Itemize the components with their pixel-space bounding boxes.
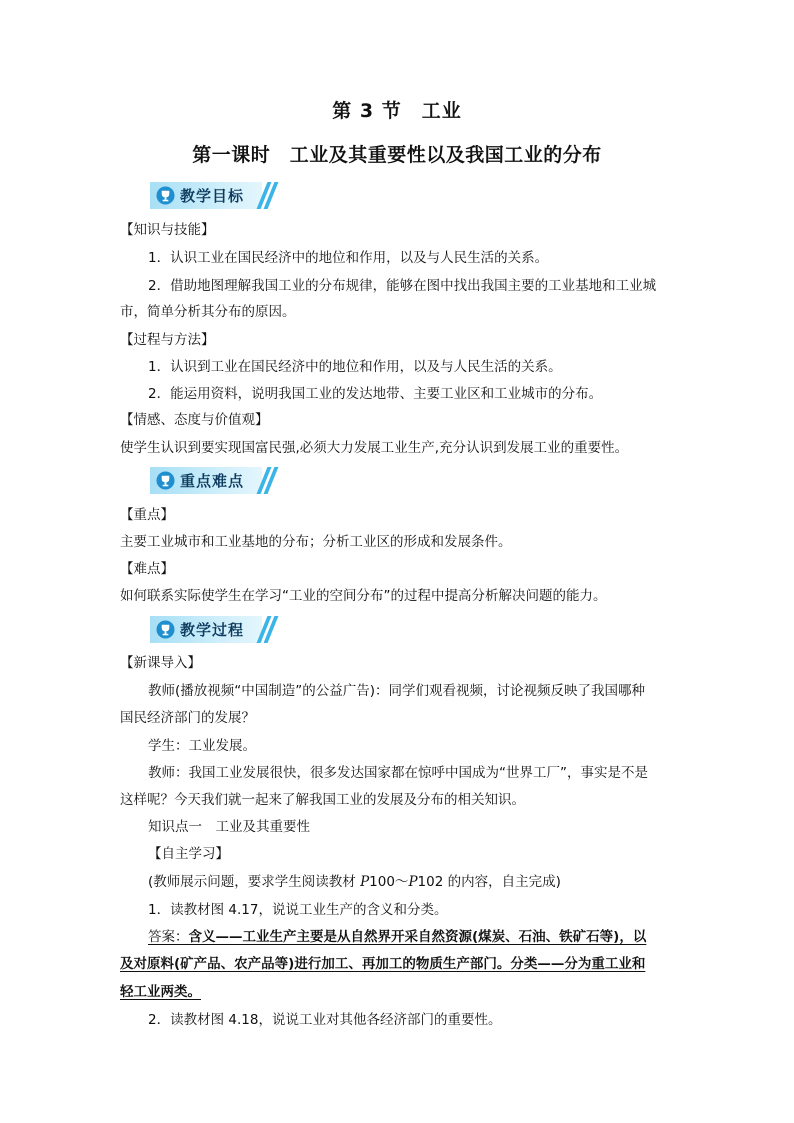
heading-intro: 【新课导入】 <box>120 655 201 671</box>
intro-teacher-1a: 教师(播放视频“中国制造”的公益广告)：同学们观看视频，讨论视频反映了我国哪种 <box>148 683 646 699</box>
goal-process-1: 1．认识到工业在国民经济中的地位和作用，以及与人民生活的关系。 <box>148 359 562 375</box>
goal-process-2: 2．能运用资料，说明我国工业的发达地带、主要工业区和工业城市的分布。 <box>148 386 603 402</box>
banner-label: 重点难点 <box>180 472 245 490</box>
goal-knowledge-1: 1．认识工业在国民经济中的地位和作用，以及与人民生活的关系。 <box>148 250 549 266</box>
goal-emotion-1: 使学生认识到要实现国富民强,必须大力发展工业生产,充分认识到发展工业的重要性。 <box>120 440 629 456</box>
intro-teacher-1b: 国民经济部门的发展？ <box>120 710 255 726</box>
lesson-title: 第一课时 工业及其重要性以及我国工业的分布 <box>192 144 602 166</box>
trophy-icon <box>156 471 175 490</box>
banner-label: 教学过程 <box>180 621 245 639</box>
knowledge-point-1: 知识点一 工业及其重要性 <box>148 819 310 835</box>
banner-teaching-goals <box>150 182 274 209</box>
heading-self-study: 【自主学习】 <box>148 846 229 862</box>
answer-line-1: 答案：含义——工业生产主要是从自然界开采自然资源(煤炭、石油、铁矿石等)，以 <box>148 929 647 945</box>
goal-knowledge-2a: 2．借助地图理解我国工业的分布规律，能够在图中找出我国主要的工业基地和工业城 <box>148 278 657 294</box>
banner-key-points <box>150 467 274 494</box>
question-2: 2．读教材图 4.18，说说工业对其他各经济部门的重要性。 <box>148 1012 502 1028</box>
key-text: 主要工业城市和工业基地的分布；分析工业区的形成和发展条件。 <box>120 534 512 550</box>
answer-line-2: 及对原料(矿产品、农产品等)进行加工、再加工的物质生产部门。分类——分为重工业和 <box>120 956 646 972</box>
intro-student: 学生：工业发展。 <box>148 738 256 754</box>
heading-knowledge: 【知识与技能】 <box>120 222 215 238</box>
banner-teaching-process <box>150 616 274 643</box>
banner-label: 教学目标 <box>180 187 245 205</box>
goal-knowledge-2b: 市，简单分析其分布的原因。 <box>120 304 296 320</box>
trophy-icon <box>156 186 175 205</box>
heading-key: 【重点】 <box>120 507 174 523</box>
heading-process-method: 【过程与方法】 <box>120 332 215 348</box>
answer-line-3: 轻工业两类。 <box>120 984 201 1000</box>
intro-teacher-2b: 这样呢？今天我们就一起来了解我国工业的发展及分布的相关知识。 <box>120 792 525 808</box>
self-study-note: (教师展示问题，要求学生阅读教材 P100～P102 的内容，自主完成) <box>148 874 561 890</box>
heading-difficult: 【难点】 <box>120 561 174 577</box>
difficult-text: 如何联系实际使学生在学习“工业的空间分布”的过程中提高分析解决问题的能力。 <box>120 588 607 604</box>
heading-emotion: 【情感、态度与价值观】 <box>120 412 269 428</box>
trophy-icon <box>156 620 175 639</box>
question-1: 1．读教材图 4.17，说说工业生产的含义和分类。 <box>148 902 448 918</box>
intro-teacher-2a: 教师：我国工业发展很快，很多发达国家都在惊呼中国成为“世界工厂”，事实是不是 <box>148 765 648 781</box>
section-title: 第 3 节 工业 <box>332 100 462 122</box>
